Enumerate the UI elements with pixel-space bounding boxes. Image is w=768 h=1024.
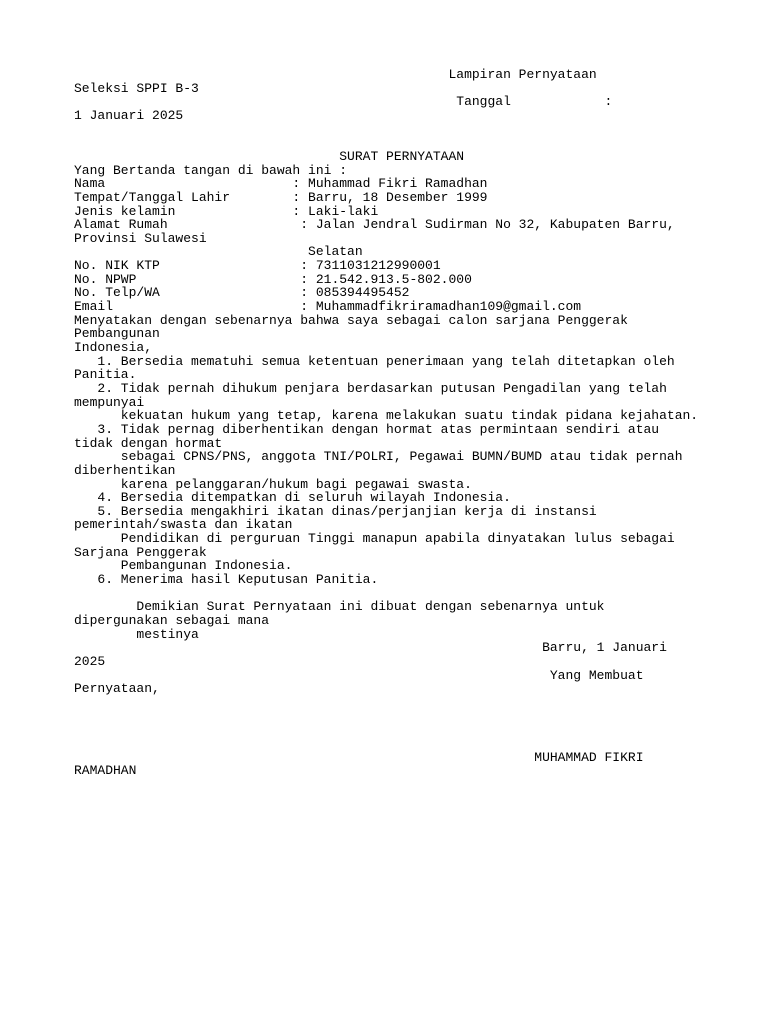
text-line: Lampiran Pernyataan [74,67,597,82]
text-line: Nama : Muhammad Fikri Ramadhan [74,176,488,192]
text-line: MUHAMMAD FIKRI [74,749,644,765]
text-line: kekuatan hukum yang tetap, karena melakukan suatu tindak pidana kejahatan. [74,408,699,424]
text-line: Tanggal : [74,94,613,110]
text-line: Indonesia, [74,340,153,355]
text-line: Barru, 1 Januari [74,640,667,656]
text-line: sebagai CPNS/PNS, anggota TNI/POLRI, Pegawai BUMN/BUMD atau tidak pernah [74,449,683,465]
text-line: Yang Bertanda tangan di bawah ini : [74,162,348,178]
text-line: dipergunakan sebagai mana [74,613,270,628]
text-line: Email : Muhammadfikriramadhan109@gmail.com [74,299,582,315]
text-line: Demikian Surat Pernyataan ini dibuat dengan sebenarnya untuk [74,599,605,615]
text-line: pemerintah/swasta dan ikatan [74,517,293,533]
text-line: Pembangunan [74,326,160,342]
text-line: No. NIK KTP : 7311031212990001 [74,258,441,274]
text-line: Yang Membuat [74,667,644,683]
text-line: 3. Tidak pernag diberhentikan dengan hormat atas permintaan sendiri atau [74,421,660,437]
text-line: Pernyataan, [74,681,160,697]
text-line: Seleksi SPPI B-3 [74,80,199,96]
text-line: Pembangunan Indonesia. [74,558,293,574]
text-line: 2. Tidak pernah dihukum penjara berdasarkan putusan Pengadilan yang telah [74,380,667,396]
text-line: Panitia. [74,367,137,383]
text-line: No. NPWP : 21.542.913.5-802.000 [74,271,472,287]
text-line: RAMADHAN [74,763,137,779]
text-line: karena pelanggaran/hukum bagi pegawai swasta. [74,476,472,492]
text-line: mestinya [74,626,199,642]
text-line: No. Telp/WA : 085394495452 [74,285,410,301]
text-line: 1. Bersedia mematuhi semua ketentuan penerimaan yang telah ditetapkan oleh [74,353,675,369]
text-line: Provinsi Sulawesi [74,230,207,246]
text-line: Pendidikan di perguruan Tinggi manapun apabila dinyatakan lulus sebagai [74,531,675,547]
text-line: diberhentikan [74,462,176,478]
text-line: SURAT PERNYATAAN [74,148,465,164]
text-line: Alamat Rumah : Jalan Jendral Sudirman No 32, Kabupaten Barru, [74,217,675,233]
text-line: Sarjana Penggerak [74,544,207,560]
text-line: 1 Januari 2025 [74,107,184,123]
text-line: mempunyai [74,394,145,410]
text-line: 6. Menerima hasil Keputusan Panitia. [74,572,379,588]
text-line: Menyatakan dengan sebenarnya bahwa saya sebagai calon sarjana Penggerak [74,312,628,328]
text-line: 4. Bersedia ditempatkan di seluruh wilayah Indonesia. [74,490,511,506]
text-line: Selatan [74,244,363,260]
text-line: 5. Bersedia mengakhiri ikatan dinas/perjanjian kerja di instansi [74,503,597,519]
text-line: Jenis kelamin : Laki-laki [74,203,379,219]
text-line: tidak dengan hormat [74,435,223,451]
text-line: 2025 [74,653,106,669]
text-line: Tempat/Tanggal Lahir : Barru, 18 Desember 1999 [74,189,488,205]
